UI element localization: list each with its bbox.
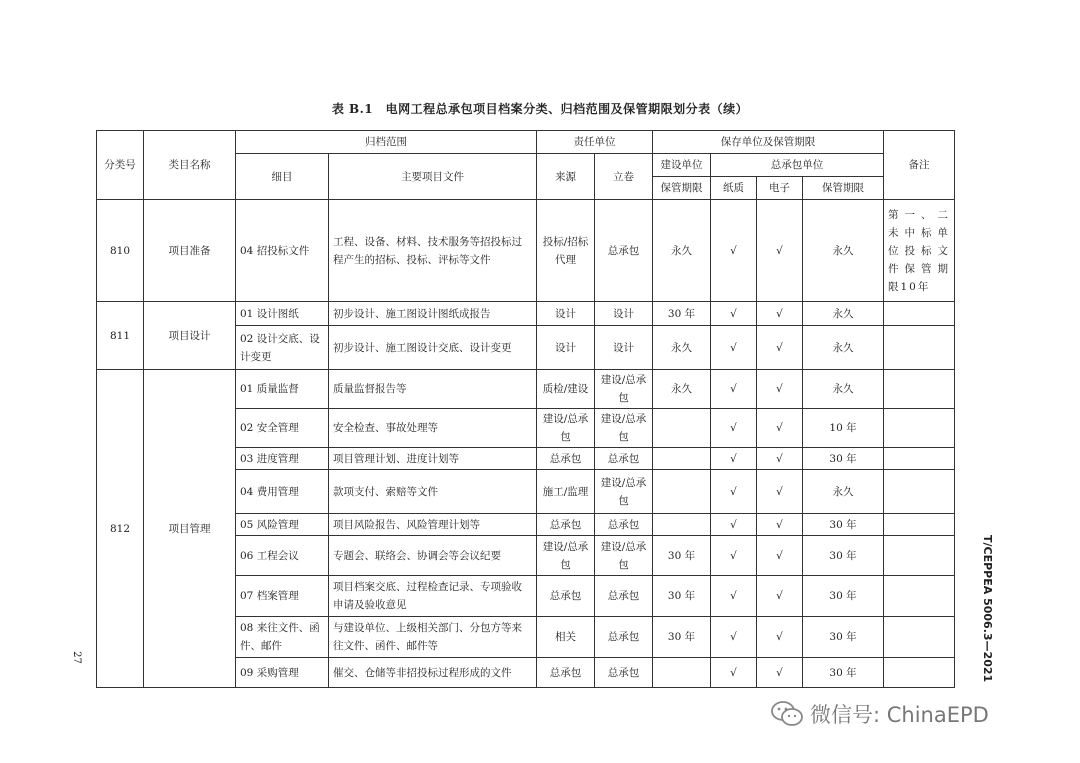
cell-source: 建设/总承包 (537, 536, 595, 576)
cell-builder-period: 永久 (653, 370, 711, 409)
group-name: 项目准备 (144, 200, 236, 302)
cell-builder-period: 30 年 (653, 536, 711, 576)
cell-contractor-period: 30 年 (803, 658, 884, 688)
cell-item: 06 工程会议 (236, 536, 329, 576)
wechat-icon (770, 700, 804, 728)
cell-remark (884, 448, 955, 470)
cell-paper: √ (711, 576, 757, 617)
cell-filing: 设计 (595, 302, 653, 326)
cell-remark (884, 617, 955, 658)
cell-source: 总承包 (537, 658, 595, 688)
group-code: 810 (97, 200, 144, 302)
cell-item: 04 费用管理 (236, 470, 329, 514)
cell-electronic: √ (757, 514, 803, 536)
cell-electronic: √ (757, 326, 803, 370)
cell-filing: 建设/总承包 (595, 470, 653, 514)
cell-remark (884, 302, 955, 326)
cell-item: 01 设计图纸 (236, 302, 329, 326)
cell-docs: 安全检查、事故处理等 (329, 409, 537, 448)
cell-builder-period: 30 年 (653, 617, 711, 658)
cell-contractor-period: 永久 (803, 370, 884, 409)
cell-item: 09 采购管理 (236, 658, 329, 688)
cell-docs: 项目档案交底、过程检查记录、专项验收申请及验收意见 (329, 576, 537, 617)
cell-source: 设计 (537, 302, 595, 326)
header-electronic: 电子 (757, 177, 803, 200)
header-code: 分类号 (97, 131, 144, 200)
cell-docs: 与建设单位、上级相关部门、分包方等来往文件、函件、邮件等 (329, 617, 537, 658)
cell-filing: 总承包 (595, 617, 653, 658)
cell-item: 05 风险管理 (236, 514, 329, 536)
header-contractor-period: 保管期限 (803, 177, 884, 200)
header-responsible: 责任单位 (537, 131, 653, 154)
cell-remark (884, 536, 955, 576)
page-number: 27 (70, 651, 82, 664)
cell-filing: 设计 (595, 326, 653, 370)
cell-source: 建设/总承包 (537, 409, 595, 448)
cell-filing: 总承包 (595, 448, 653, 470)
cell-builder-period (653, 514, 711, 536)
cell-contractor-period: 30 年 (803, 576, 884, 617)
cell-remark (884, 514, 955, 536)
cell-electronic: √ (757, 536, 803, 576)
cell-source: 施工/监理 (537, 470, 595, 514)
group-name: 项目管理 (144, 370, 236, 688)
cell-filing: 总承包 (595, 658, 653, 688)
cell-contractor-period: 30 年 (803, 536, 884, 576)
cell-docs: 项目管理计划、进度计划等 (329, 448, 537, 470)
cell-item: 07 档案管理 (236, 576, 329, 617)
header-item: 细目 (236, 154, 329, 200)
cell-builder-period (653, 448, 711, 470)
cell-paper: √ (711, 658, 757, 688)
header-contractor: 总承包单位 (711, 154, 884, 177)
cell-docs: 款项支付、索赔等文件 (329, 470, 537, 514)
cell-source: 投标/招标代理 (537, 200, 595, 302)
header-source: 来源 (537, 154, 595, 200)
cell-paper: √ (711, 470, 757, 514)
header-filing: 立卷 (595, 154, 653, 200)
header-archive-scope: 归档范围 (236, 131, 537, 154)
cell-electronic: √ (757, 302, 803, 326)
table-row (97, 302, 955, 326)
cell-filing: 总承包 (595, 514, 653, 536)
cell-builder-period (653, 658, 711, 688)
cell-source: 质检/建设 (537, 370, 595, 409)
cell-source: 设计 (537, 326, 595, 370)
cell-filing: 总承包 (595, 200, 653, 302)
cell-electronic: √ (757, 617, 803, 658)
header-paper: 纸质 (711, 177, 757, 200)
cell-builder-period: 30 年 (653, 302, 711, 326)
cell-item: 03 进度管理 (236, 448, 329, 470)
cell-docs: 初步设计、施工图设计图纸成报告 (329, 302, 537, 326)
table-row (97, 370, 955, 409)
cell-paper: √ (711, 617, 757, 658)
archive-table (96, 130, 955, 688)
cell-docs: 质量监督报告等 (329, 370, 537, 409)
cell-builder-period (653, 409, 711, 448)
cell-remark (884, 658, 955, 688)
watermark-text: 微信号: ChinaEPD (810, 703, 989, 727)
cell-paper: √ (711, 536, 757, 576)
cell-docs: 项目风险报告、风险管理计划等 (329, 514, 537, 536)
group-code: 812 (97, 370, 144, 688)
cell-docs: 催交、仓储等非招投标过程形成的文件 (329, 658, 537, 688)
cell-builder-period: 永久 (653, 326, 711, 370)
header-builder-period: 保管期限 (653, 177, 711, 200)
cell-contractor-period: 30 年 (803, 617, 884, 658)
cell-contractor-period: 永久 (803, 470, 884, 514)
standard-number-label: T/CEPPEA 5006.3—2021 (981, 535, 994, 683)
cell-electronic: √ (757, 448, 803, 470)
cell-source: 相关 (537, 617, 595, 658)
cell-contractor-period: 10 年 (803, 409, 884, 448)
cell-paper: √ (711, 302, 757, 326)
cell-item: 08 来往文件、函件、邮件 (236, 617, 329, 658)
cell-electronic: √ (757, 658, 803, 688)
cell-source: 总承包 (537, 448, 595, 470)
cell-contractor-period: 30 年 (803, 448, 884, 470)
header-category: 类目名称 (144, 131, 236, 200)
cell-contractor-period: 永久 (803, 200, 884, 302)
cell-builder-period: 30 年 (653, 576, 711, 617)
cell-builder-period: 永久 (653, 200, 711, 302)
cell-item: 02 设计交底、设计变更 (236, 326, 329, 370)
cell-filing: 总承包 (595, 576, 653, 617)
cell-paper: √ (711, 326, 757, 370)
cell-electronic: √ (757, 470, 803, 514)
cell-filing: 建设/总承包 (595, 409, 653, 448)
watermark (770, 698, 989, 730)
cell-electronic: √ (757, 576, 803, 617)
header-retention: 保存单位及保管期限 (653, 131, 884, 154)
cell-remark: 第一、二未中标单位投标文件保管期限10年 (884, 200, 955, 302)
cell-contractor-period: 30 年 (803, 514, 884, 536)
cell-electronic: √ (757, 409, 803, 448)
cell-source: 总承包 (537, 514, 595, 536)
header-builder: 建设单位 (653, 154, 711, 177)
cell-docs: 专题会、联络会、协调会等会议纪要 (329, 536, 537, 576)
cell-contractor-period: 永久 (803, 326, 884, 370)
cell-paper: √ (711, 448, 757, 470)
cell-item: 02 安全管理 (236, 409, 329, 448)
table-title: 表 B.1 电网工程总承包项目档案分类、归档范围及保管期限划分表（续） (331, 102, 749, 116)
cell-paper: √ (711, 409, 757, 448)
cell-electronic: √ (757, 370, 803, 409)
cell-electronic: √ (757, 200, 803, 302)
cell-item: 01 质量监督 (236, 370, 329, 409)
group-code: 811 (97, 302, 144, 370)
header-main-docs: 主要项目文件 (329, 154, 537, 200)
cell-docs: 初步设计、施工图设计交底、设计变更 (329, 326, 537, 370)
group-name: 项目设计 (144, 302, 236, 370)
cell-paper: √ (711, 514, 757, 536)
cell-docs: 工程、设备、材料、技术服务等招投标过程产生的招标、投标、评标等文件 (329, 200, 537, 302)
cell-paper: √ (711, 200, 757, 302)
table-row (97, 200, 955, 302)
cell-paper: √ (711, 370, 757, 409)
cell-remark (884, 576, 955, 617)
cell-source: 总承包 (537, 576, 595, 617)
cell-remark (884, 470, 955, 514)
cell-filing: 建设/总承包 (595, 536, 653, 576)
cell-filing: 建设/总承包 (595, 370, 653, 409)
cell-builder-period (653, 470, 711, 514)
cell-item: 04 招投标文件 (236, 200, 329, 302)
cell-remark (884, 326, 955, 370)
cell-remark (884, 409, 955, 448)
cell-remark (884, 370, 955, 409)
header-remarks: 备注 (884, 131, 955, 200)
cell-contractor-period: 永久 (803, 302, 884, 326)
